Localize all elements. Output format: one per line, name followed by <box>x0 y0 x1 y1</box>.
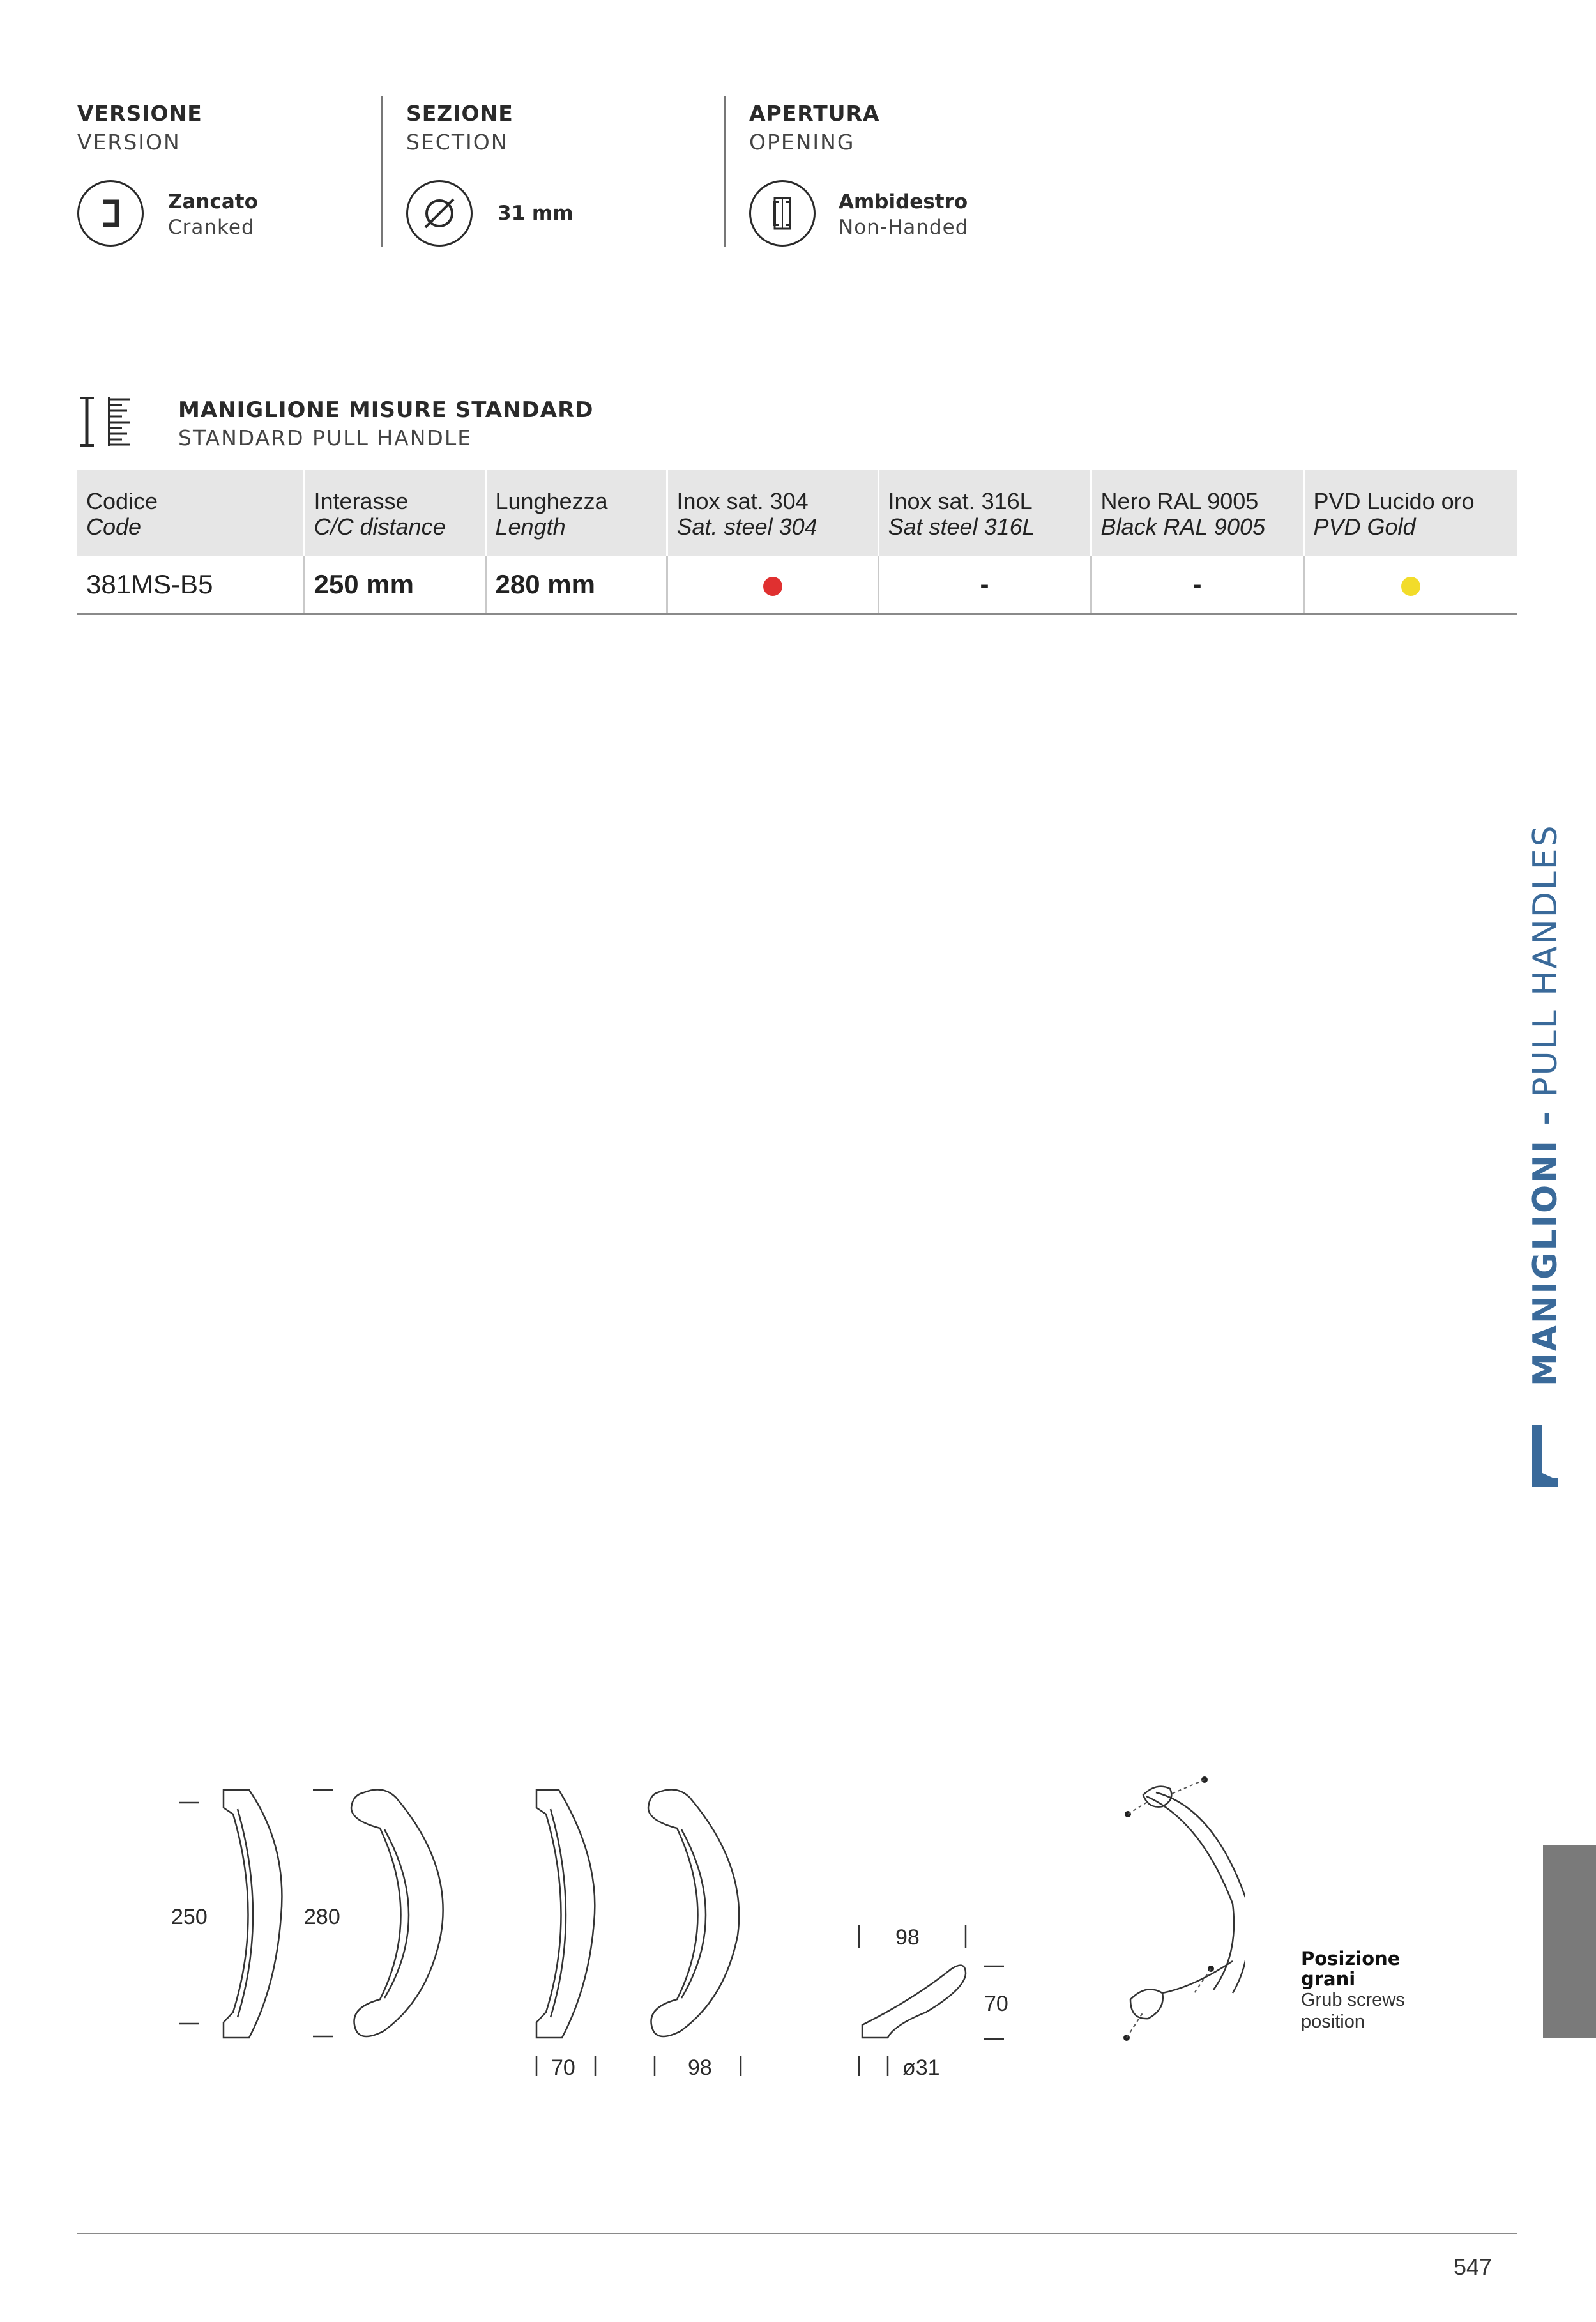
side-tab-text <box>1526 823 1565 1386</box>
spec-version-value <box>168 190 258 239</box>
header-main: Nero RAL 9005 <box>1100 488 1259 514</box>
footer-rule <box>77 2233 1517 2234</box>
dim-side70: 70 <box>984 1992 1008 2016</box>
cranked-icon <box>77 180 144 247</box>
spec-version <box>77 101 202 155</box>
header-main: Codice <box>86 488 158 514</box>
table-row <box>77 556 1517 614</box>
section-subtitle: STANDARD PULL HANDLE <box>178 425 473 450</box>
header-italic: Sat steel 316L <box>888 514 1035 540</box>
table-header-row <box>77 470 1517 556</box>
dim-length: 280 <box>304 1905 340 1929</box>
dim-depth2: 98 <box>688 2056 712 2080</box>
header-main: Lunghezza <box>495 488 608 514</box>
spec-opening-label: Non-Handed <box>839 216 969 239</box>
dim-cc: 250 <box>171 1905 208 1929</box>
header-length <box>485 470 667 556</box>
header-italic: PVD Gold <box>1313 514 1416 540</box>
spec-section-subtitle: SECTION <box>406 130 508 155</box>
non-handed-icon <box>749 180 816 247</box>
cell-steel316: - <box>878 556 1091 614</box>
spec-section-title: SEZIONE <box>406 101 513 126</box>
spec-opening-title: APERTURA <box>749 101 880 126</box>
side-tab-light: PULL HANDLES <box>1526 823 1565 1110</box>
cranked-handle-icon <box>1528 1423 1560 1492</box>
header-steel304 <box>667 470 878 556</box>
side-tab-bold: MANIGLIONI - <box>1526 1110 1565 1386</box>
header-black <box>1091 470 1303 556</box>
header-italic: Code <box>86 514 142 540</box>
divider <box>381 96 383 247</box>
spec-opening <box>749 101 879 155</box>
header-italic: Sat. steel 304 <box>676 514 817 540</box>
diameter-icon <box>406 180 473 247</box>
header-italic: C/C distance <box>314 514 446 540</box>
red-dot <box>763 577 782 596</box>
cell-code: 381MS-B5 <box>77 556 304 614</box>
section-title: MANIGLIONE MISURE STANDARD <box>178 397 594 423</box>
header-main: Interasse <box>314 488 409 514</box>
cell-black: - <box>1091 556 1303 614</box>
header-steel316 <box>878 470 1091 556</box>
cell-gold <box>1303 556 1517 614</box>
dim-depth1: 70 <box>551 2056 575 2080</box>
side-gray-tab <box>1543 1845 1596 2038</box>
header-italic: Length <box>495 514 566 540</box>
product-table <box>77 470 1517 615</box>
dim-top98: 98 <box>895 1925 920 1950</box>
header-gold <box>1303 470 1517 556</box>
spec-version-label: Cranked <box>168 216 255 239</box>
spec-version-label-bold: Zancato <box>168 190 258 213</box>
note-bold: Posizione grani <box>1301 1948 1401 1990</box>
dimensions-icon <box>77 396 131 450</box>
header-code <box>77 470 304 556</box>
page-number: 547 <box>1454 2254 1493 2280</box>
note-light: Grub screws position <box>1301 1990 1405 2032</box>
grub-screws-note <box>1301 1948 1422 2033</box>
spec-section <box>406 101 513 155</box>
cell-length: 280 mm <box>485 556 667 614</box>
header-main: Inox sat. 316L <box>888 488 1033 514</box>
cell-cc: 250 mm <box>304 556 485 614</box>
spec-opening-label-bold: Ambidestro <box>839 190 968 213</box>
spec-version-title: VERSIONE <box>77 101 202 126</box>
dim-diameter: ø31 <box>902 2056 940 2080</box>
header-main: Inox sat. 304 <box>676 488 809 514</box>
spec-section-label-bold: 31 mm <box>498 202 574 225</box>
divider <box>724 96 726 247</box>
yellow-dot <box>1401 577 1420 596</box>
spec-version-subtitle: VERSION <box>77 130 181 155</box>
header-main: PVD Lucido oro <box>1313 488 1475 514</box>
header-cc <box>304 470 485 556</box>
spec-opening-value <box>839 190 968 239</box>
header-italic: Black RAL 9005 <box>1100 514 1266 540</box>
section-heading <box>178 397 593 450</box>
spec-opening-subtitle: OPENING <box>749 130 855 155</box>
cell-steel304 <box>667 556 878 614</box>
